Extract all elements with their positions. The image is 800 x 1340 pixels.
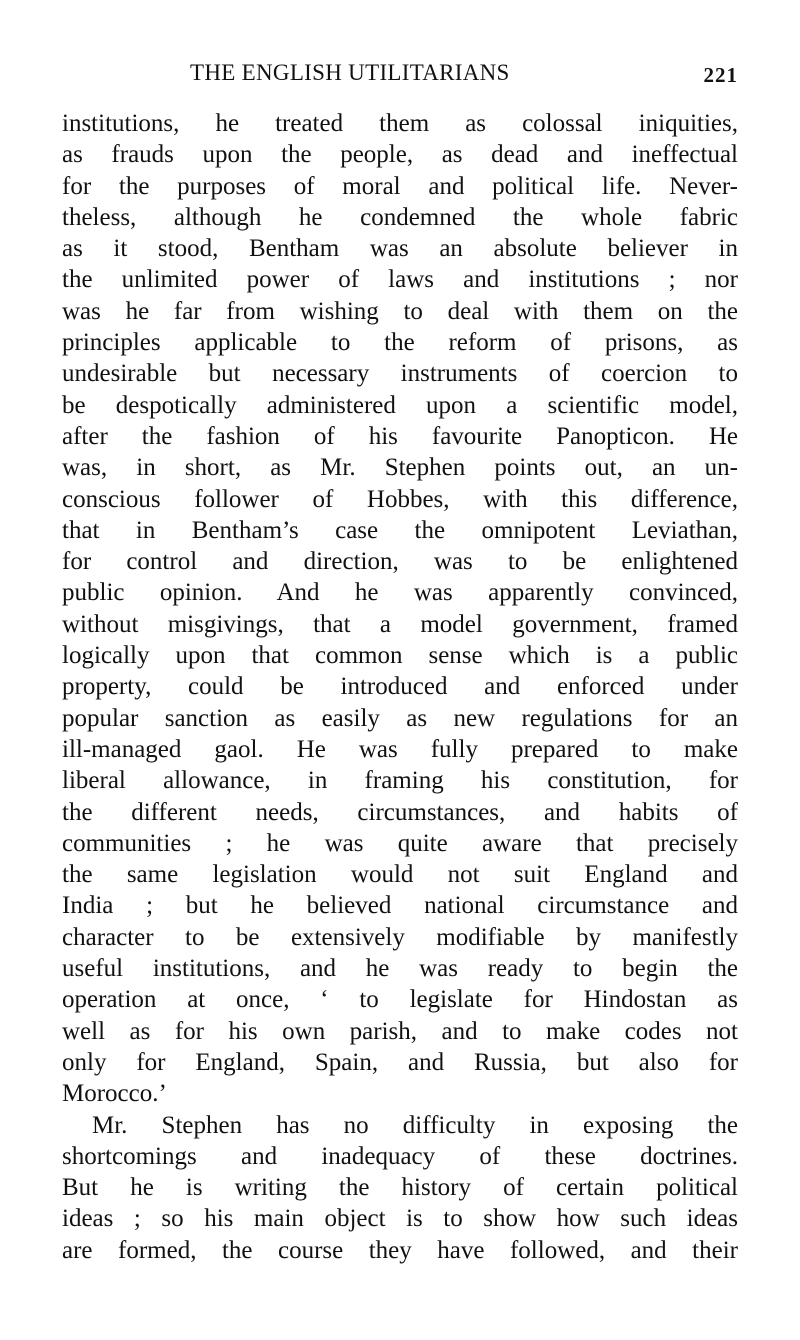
text-line: operation at once, ‘ to legislate for Hindostan as bbox=[62, 986, 738, 1014]
text-line: shortcomings and inadequacy of these doctrines. bbox=[62, 1142, 738, 1170]
text-line: the different needs, circumstances, and habits of bbox=[62, 798, 738, 826]
paragraph bbox=[62, 1110, 738, 1266]
text-line: character to be extensively modifiable by manifestly bbox=[62, 923, 738, 951]
text-line: logically upon that common sense which is a public bbox=[62, 642, 738, 670]
text-line: conscious follower of Hobbes, with this difference, bbox=[62, 485, 738, 513]
text-line: property, could be introduced and enforced under bbox=[62, 673, 738, 701]
text-line: theless, although he condemned the whole fabric bbox=[62, 203, 738, 231]
text-line: are formed, the course they have followed, and their bbox=[62, 1236, 738, 1264]
text-line: Morocco.’ bbox=[62, 1080, 167, 1108]
text-line: Mr. Stephen has no difficulty in exposing the bbox=[92, 1111, 738, 1139]
running-title: THE ENGLISH UTILITARIANS bbox=[190, 60, 510, 85]
text-line: the same legislation would not suit England and bbox=[62, 861, 738, 889]
text-line: for the purposes of moral and political life. Never- bbox=[62, 172, 738, 200]
text-line: that in Bentham’s case the omnipotent Leviathan, bbox=[62, 516, 738, 544]
text-line: be despotically administered upon a scientific model, bbox=[62, 391, 738, 419]
text-line: institutions, he treated them as colossal iniquities, bbox=[62, 110, 738, 137]
text-line: without misgivings, that a model government, framed bbox=[62, 610, 738, 638]
text-line: But he is writing the history of certain political bbox=[62, 1174, 738, 1202]
text-line: the unlimited power of laws and institutions ; nor bbox=[62, 266, 738, 294]
text-line: as frauds upon the people, as dead and ineffectual bbox=[62, 141, 738, 169]
text-line: principles applicable to the reform of prisons, as bbox=[62, 329, 738, 357]
text-line: ill-managed gaol. He was fully prepared to make bbox=[62, 735, 738, 763]
text-line: well as for his own parish, and to make codes not bbox=[62, 1017, 738, 1045]
text-line: undesirable but necessary instruments of coercion to bbox=[62, 360, 738, 388]
text-line: was, in short, as Mr. Stephen points out, an un- bbox=[62, 454, 738, 482]
text-line: was he far from wishing to deal with them on the bbox=[62, 297, 738, 325]
text-line: only for England, Spain, and Russia, but also for bbox=[62, 1048, 738, 1076]
text-line: communities ; he was quite aware that precisely bbox=[62, 829, 738, 857]
text-line: useful institutions, and he was ready to begin the bbox=[62, 955, 738, 983]
running-head bbox=[62, 58, 738, 88]
text-line: India ; but he believed national circumstance and bbox=[62, 892, 738, 920]
paragraph bbox=[62, 108, 738, 1110]
text-line: as it stood, Bentham was an absolute believer in bbox=[62, 235, 738, 263]
text-line: ideas ; so his main object is to show how such ideas bbox=[62, 1205, 738, 1233]
text-line: public opinion. And he was apparently convinced, bbox=[62, 579, 738, 607]
page-number: 221 bbox=[703, 63, 738, 87]
text-line: after the fashion of his favourite Panopticon. He bbox=[62, 422, 738, 450]
text-line: for control and direction, was to be enlightened bbox=[62, 548, 738, 576]
body-text bbox=[62, 108, 738, 1266]
text-line: liberal allowance, in framing his constitution, for bbox=[62, 767, 738, 795]
text-line: popular sanction as easily as new regulations for an bbox=[62, 704, 738, 732]
